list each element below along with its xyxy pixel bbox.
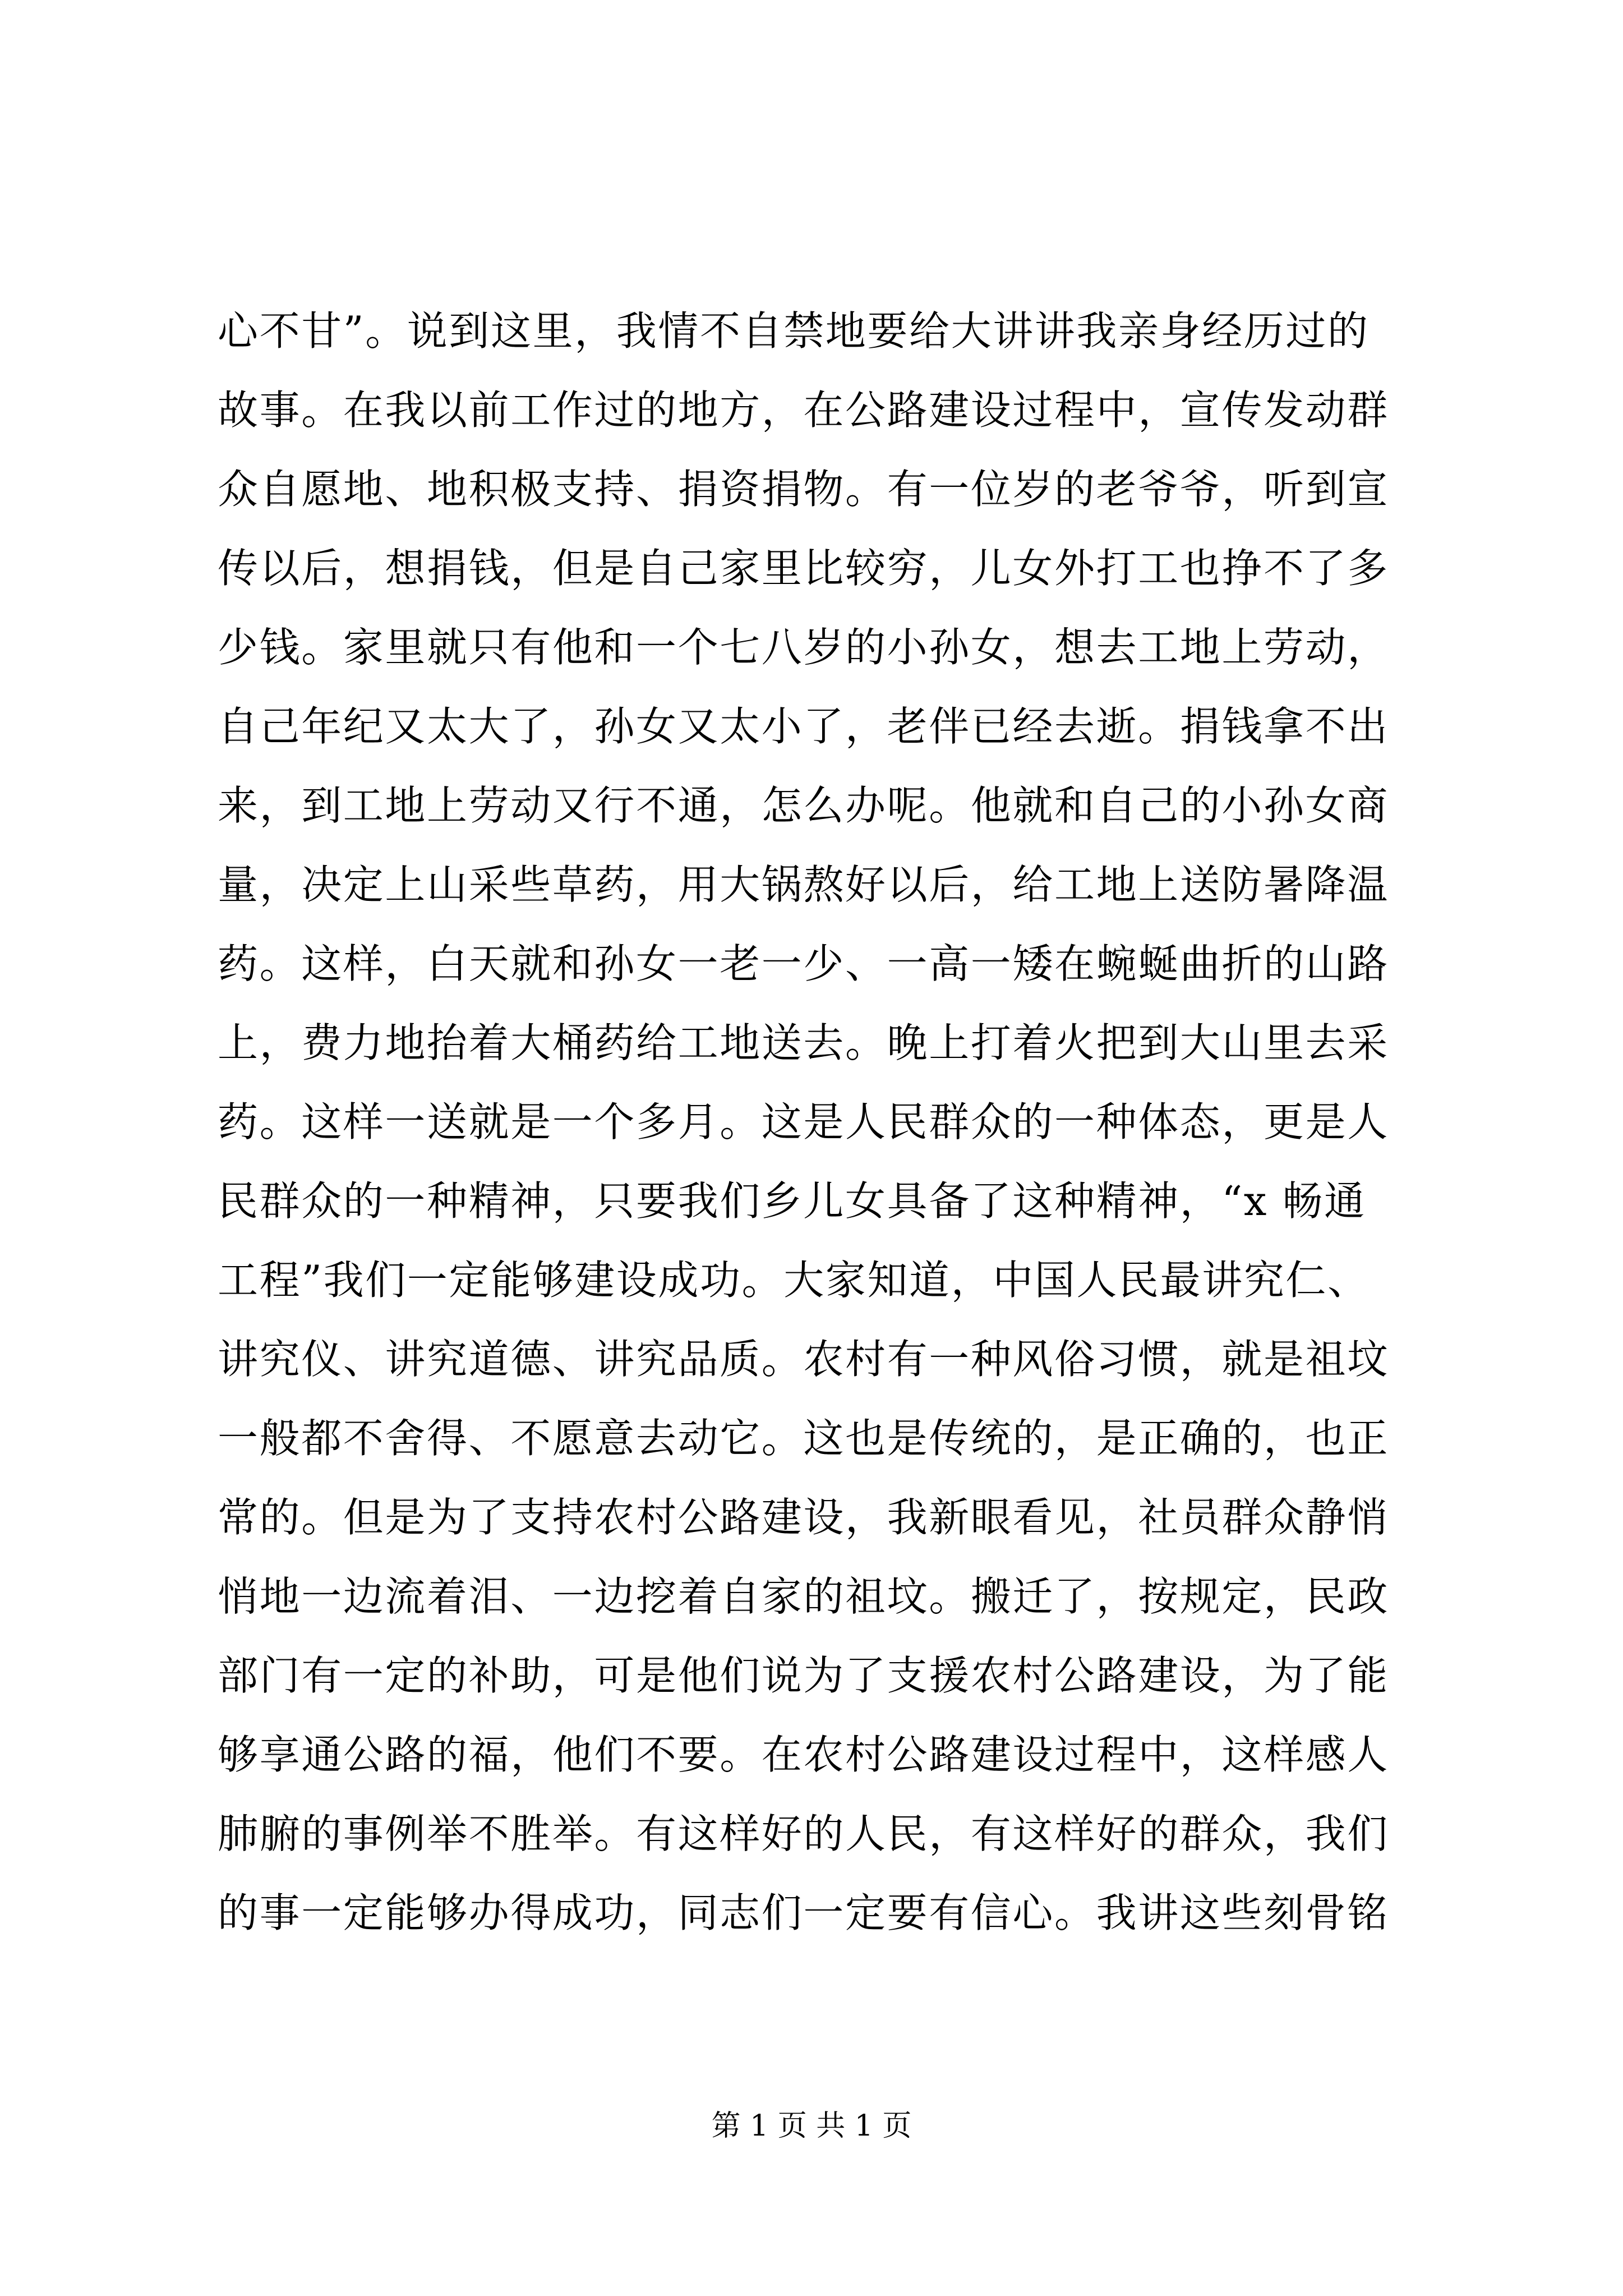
- text-line: 自己年纪又太大了，孙女又太小了，老伴已经去逝。捐钱拿不出: [218, 703, 1389, 750]
- text-line: 民群众的一种精神，只要我们乡儿女具备了这种精神，“x 畅通: [218, 1177, 1366, 1225]
- text-line: 够享通公路的福，他们不要。在农村公路建设过程中，这样感人: [218, 1731, 1389, 1778]
- text-line: 常的。但是为了支持农村公路建设，我新眼看见，社员群众静悄: [218, 1494, 1389, 1541]
- text-line: 肺腑的事例举不胜举。有这样好的人民，有这样好的群众，我们: [218, 1810, 1389, 1857]
- text-line: 传以后，想捐钱，但是自己家里比较穷，儿女外打工也挣不了多: [218, 545, 1389, 592]
- text-line: 量，决定上山采些草药，用大锅熬好以后，给工地上送防暑降温: [218, 861, 1389, 908]
- text-line: 部门有一定的补助，可是他们说为了支援农村公路建设，为了能: [218, 1652, 1389, 1699]
- page-number-footer: 第 1 页 共 1 页: [711, 2109, 912, 2143]
- text-line: 药。这样一送就是一个多月。这是人民群众的一种体态，更是人: [218, 1098, 1389, 1145]
- text-line: 故事。在我以前工作过的地方，在公路建设过程中，宣传发动群: [218, 386, 1389, 434]
- body-text: [218, 292, 1429, 1953]
- text-line: 众自愿地、地积极支持、捐资捐物。有一位岁的老爷爷，听到宣: [218, 466, 1389, 513]
- text-line: 讲究仪、讲究道德、讲究品质。农村有一种风俗习惯，就是祖坟: [218, 1336, 1389, 1383]
- text-line: 工程”我们一定能够建设成功。大家知道，中国人民最讲究仁、: [218, 1257, 1370, 1304]
- text-line: 上，费力地抬着大桶药给工地送去。晚上打着火把到大山里去采: [218, 1019, 1389, 1066]
- text-line: 来，到工地上劳动又行不通，怎么办呢。他就和自己的小孙女商: [218, 782, 1389, 829]
- text-line: 一般都不舍得、不愿意去动它。这也是传统的，是正确的，也正: [218, 1415, 1389, 1462]
- text-line: 药。这样，白天就和孙女一老一少、一高一矮在蜿蜒曲折的山路: [218, 940, 1389, 987]
- text-line: 悄地一边流着泪、一边挖着自家的祖坟。搬迁了，按规定，民政: [218, 1573, 1389, 1620]
- text-line: 的事一定能够办得成功，同志们一定要有信心。我讲这些刻骨铭: [218, 1889, 1389, 1936]
- text-line: 心不甘”。说到这里，我情不自禁地要给大讲讲我亲身经历过的: [218, 307, 1370, 355]
- text-line: 少钱。家里就只有他和一个七八岁的小孙女，想去工地上劳动，: [218, 624, 1389, 671]
